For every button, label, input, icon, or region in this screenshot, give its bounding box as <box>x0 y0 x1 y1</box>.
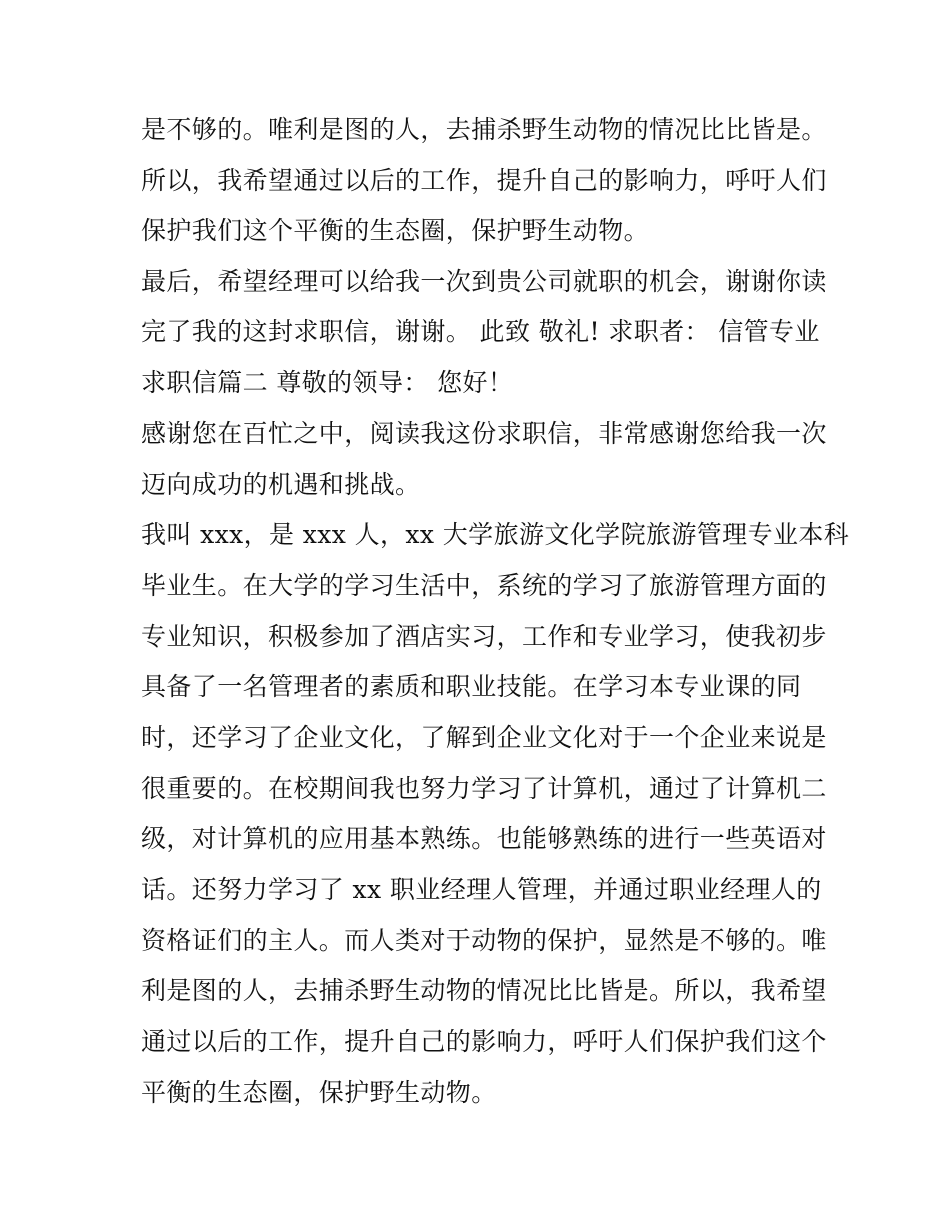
text-line-2: 所以，我希望通过以后的工作，提升自己的影响力，呼吁人们 <box>141 166 827 195</box>
text-line-16: 话。还努力学习了 xx 职业经理人管理，并通过职业经理人的 <box>141 875 822 904</box>
text-line-18: 利是图的人，去捕杀野生动物的情况比比皆是。所以，我希望 <box>141 976 827 1005</box>
text-line-14: 很重要的。在校期间我也努力学习了计算机，通过了计算机二 <box>141 774 827 803</box>
text-line-19: 通过以后的工作，提升自己的影响力，呼吁人们保护我们这个 <box>141 1027 827 1056</box>
text-line-13: 时，还学习了企业文化，了解到企业文化对于一个企业来说是 <box>141 723 827 752</box>
text-line-4: 最后，希望经理可以给我一次到贵公司就职的机会，谢谢你读 <box>141 267 827 296</box>
text-line-9: 我叫 xxx，是 xxx 人，xx 大学旅游文化学院旅游管理专业本科 <box>141 520 850 549</box>
text-line-1: 是不够的。唯利是图的人，去捕杀野生动物的情况比比皆是。 <box>141 115 827 144</box>
text-line-5: 完了我的这封求职信，谢谢。 此致 敬礼! 求职者： 信管专业 <box>141 317 820 346</box>
text-line-7: 感谢您在百忙之中，阅读我这份求职信，非常感谢您给我一次 <box>141 419 827 448</box>
text-line-3: 保护我们这个平衡的生态圈，保护野生动物。 <box>141 216 650 245</box>
text-line-15: 级，对计算机的应用基本熟练。也能够熟练的进行一些英语对 <box>141 824 827 853</box>
text-line-8: 迈向成功的机遇和挑战。 <box>141 470 421 499</box>
text-line-20: 平衡的生态圈，保护野生动物。 <box>141 1078 497 1107</box>
text-line-11: 专业知识，积极参加了酒店实习，工作和专业学习，使我初步 <box>141 622 827 651</box>
text-line-17: 资格证们的主人。而人类对于动物的保护，显然是不够的。唯 <box>141 926 827 955</box>
text-line-6: 求职信篇二 尊敬的领导： 您好！ <box>141 368 514 397</box>
text-line-10: 毕业生。在大学的学习生活中，系统的学习了旅游管理方面的 <box>141 571 827 600</box>
text-line-12: 具备了一名管理者的素质和职业技能。在学习本专业课的同 <box>141 672 802 701</box>
